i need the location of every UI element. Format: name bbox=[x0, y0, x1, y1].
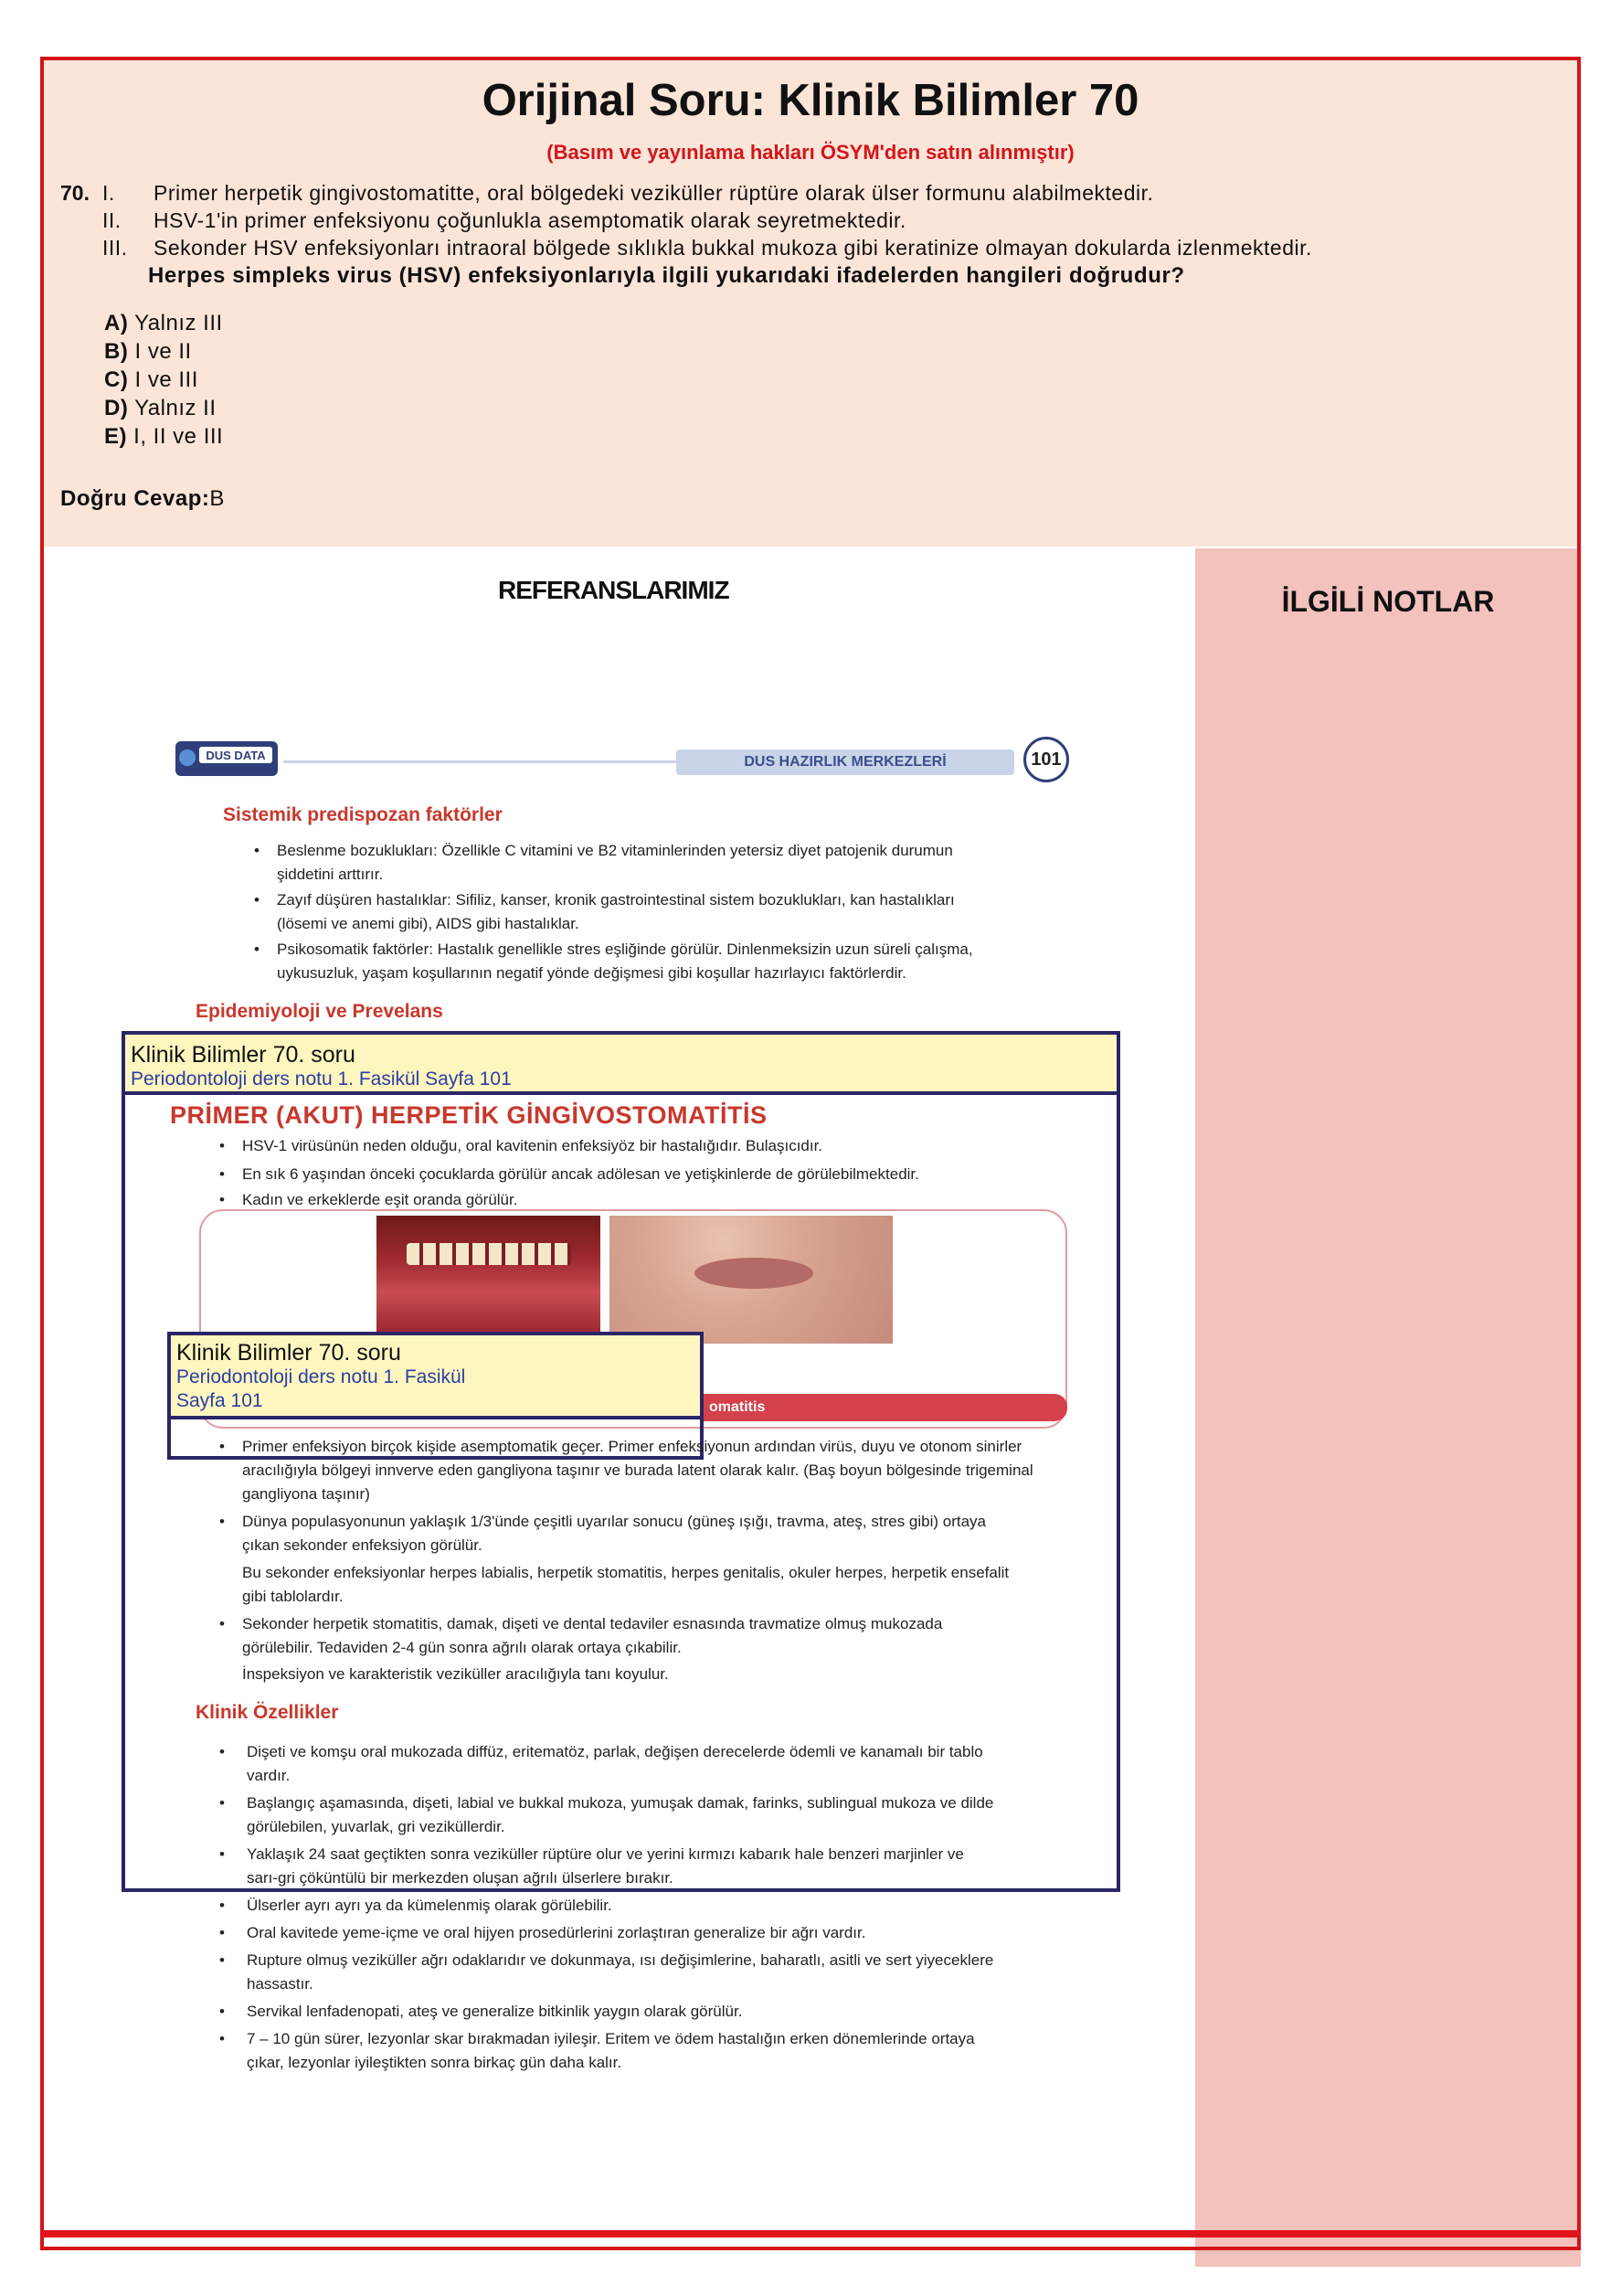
bottom-rule bbox=[40, 2230, 1196, 2238]
book-line: 7 – 10 gün sürer, lezyonlar skar bırakmadan iyileşir. Eritem ve ödem hastalığın erken dönemlerinde ortaya bbox=[247, 2030, 975, 2047]
book-line: En sık 6 yaşından önceki çocuklarda görülür ancak adölesan ve yetişkinlerde de görülebilmektedir. bbox=[242, 1165, 919, 1183]
bullet-icon: • bbox=[219, 1513, 225, 1530]
callout-subtitle: Periodontoloji ders notu 1. Fasikül Sayfa 101 bbox=[131, 1068, 512, 1090]
book-line: İnspeksiyon ve karakteristik veziküller aracılığıyla tanı koyulur. bbox=[242, 1665, 669, 1683]
statement-text-2: HSV-1'in primer enfeksiyonu çoğunlukla asemptomatik olarak seyretmektedir. bbox=[154, 208, 906, 232]
option-c: C) I ve III bbox=[104, 367, 198, 392]
statement-text-1: Primer herpetik gingivostomatitte, oral bölgedeki veziküller rüptüre olarak ülser formunu alabilmektedir. bbox=[154, 181, 1154, 205]
book-section-heading: Epidemiyoloji ve Prevelans bbox=[196, 1001, 443, 1022]
bullet-icon: • bbox=[254, 891, 260, 909]
bullet-icon: • bbox=[219, 1191, 225, 1208]
book-line: Beslenme bozuklukları: Özellikle C vitamini ve B2 vitaminlerinden yetersiz diyet patojenik durumun bbox=[277, 842, 953, 859]
book-line: Zayıf düşüren hastalıklar: Sifiliz, kanser, kronik gastrointestinal sistem bozuklukları, kan hastalıkları bbox=[277, 891, 955, 909]
photo-caption-pill: omatitis bbox=[704, 1394, 1067, 1421]
page-title: Orijinal Soru: Klinik Bilimler 70 bbox=[482, 76, 1139, 125]
book-line: Dünya populasyonunun yaklaşık 1/3'ünde çeşitli uyarılar sonucu (güneş ışığı, travma, ateş, stres gibi) ortaya bbox=[242, 1513, 987, 1530]
bottom-rule-notes bbox=[1195, 2230, 1581, 2238]
callout-title: Klinik Bilimler 70. soru bbox=[131, 1042, 355, 1068]
book-line: vardır. bbox=[247, 1767, 291, 1784]
book-section-heading: Klinik Özellikler bbox=[196, 1702, 339, 1723]
option-e: E) I, II ve III bbox=[104, 424, 224, 449]
bullet-icon: • bbox=[219, 1897, 225, 1914]
book-line: Ülserler ayrı ayrı ya da kümelenmiş olarak görülebilir. bbox=[247, 1897, 612, 1914]
book-section-heading: Sistemik predispozan faktörler bbox=[223, 804, 503, 825]
statement-roman-1: I. bbox=[102, 181, 115, 205]
book-line: Psikosomatik faktörler: Hastalık genellikle stres eşliğinde görülür. Dinlenmeksizin uzun süreli çalışma, bbox=[277, 941, 973, 958]
page-frame bbox=[40, 57, 1581, 2250]
correct-answer: Doğru Cevap:B bbox=[60, 486, 225, 511]
book-line: gangliyona taşınır) bbox=[242, 1485, 370, 1503]
book-line: gibi tablolardır. bbox=[242, 1588, 344, 1605]
book-line: Oral kavitede yeme-içme ve oral hijyen prosedürlerini zorlaştıran generalize bir ağrı vardır. bbox=[247, 1924, 866, 1941]
callout-subtitle: Sayfa 101 bbox=[176, 1390, 263, 1411]
bullet-icon: • bbox=[254, 842, 260, 859]
book-page-number: 101 bbox=[1023, 737, 1069, 782]
references-heading: REFERANSLARIMIZ bbox=[498, 576, 729, 604]
book-line: görülebilir. Tedaviden 2-4 gün sonra ağrılı olarak ortaya çıkabilir. bbox=[242, 1639, 682, 1656]
book-line: Sekonder herpetik stomatitis, damak, dişeti ve dental tedaviler esnasında travmatize olmuş mukozada bbox=[242, 1615, 943, 1632]
bullet-icon: • bbox=[219, 1951, 225, 1969]
rights-notice: (Basım ve yayınlama hakları ÖSYM'den satın alınmıştır) bbox=[546, 141, 1075, 164]
bullet-icon: • bbox=[219, 1845, 225, 1863]
book-line: görülebilen, yuvarlak, gri veziküllerdir. bbox=[247, 1818, 505, 1835]
option-d: D) Yalnız II bbox=[104, 396, 217, 420]
bullet-icon: • bbox=[219, 2030, 225, 2047]
book-line: Başlangıç aşamasında, dişeti, labial ve bukkal mukoza, yumuşak damak, farinks, sublingual mukoza ve dilde bbox=[247, 1794, 994, 1812]
book-line: HSV-1 virüsünün neden olduğu, oral kavitenin enfeksiyöz bir hastalığıdır. Bulaşıcıdır. bbox=[242, 1137, 823, 1154]
book-line: (lösemi ve anemi gibi), AIDS gibi hastalıklar. bbox=[277, 915, 579, 932]
answer-value: B bbox=[209, 486, 225, 511]
book-line: Yaklaşık 24 saat geçtikten sonra veziküller rüptüre olur ve yerini kırmızı kabarık hale benzeri marjinler ve bbox=[247, 1845, 964, 1863]
bullet-icon: • bbox=[219, 1794, 225, 1812]
bullet-icon: • bbox=[219, 1165, 225, 1183]
question-stem: Herpes simpleks virus (HSV) enfeksiyonlarıyla ilgili yukarıdaki ifadelerden hangileri doğrudur? bbox=[148, 263, 1185, 288]
book-line: Primer enfeksiyon birçok kişide asemptomatik geçer. Primer enfeksiyonun ardından virüs, duyu ve otonom sinirler bbox=[242, 1438, 1022, 1455]
book-section-heading: PRİMER (AKUT) HERPETİK GİNGİVOSTOMATİTİS bbox=[170, 1101, 768, 1129]
book-line: şiddetini arttırır. bbox=[277, 866, 384, 883]
question-number: 70. bbox=[60, 181, 90, 205]
notes-heading: İLGİLİ NOTLAR bbox=[1281, 585, 1495, 618]
bullet-icon: • bbox=[219, 2003, 225, 2020]
bullet-icon: • bbox=[219, 1438, 225, 1455]
option-a: A) Yalnız III bbox=[104, 311, 223, 335]
statement-roman-3: III. bbox=[102, 236, 128, 260]
book-line: uykusuzluk, yaşam koşullarının negatif yönde değişmesi gibi koşullar hazırlayıcı faktörlerdir. bbox=[277, 964, 906, 982]
callout-title: Klinik Bilimler 70. soru bbox=[176, 1340, 401, 1366]
book-line: sarı-gri çöküntülü bir merkezden oluşan ağrılı ülserlere bırakır. bbox=[247, 1869, 673, 1887]
bullet-icon: • bbox=[219, 1137, 225, 1154]
book-banner: DUS HAZIRLIK MERKEZLERİ bbox=[676, 749, 1014, 775]
bullet-icon: • bbox=[219, 1924, 225, 1941]
book-line: hassastır. bbox=[247, 1975, 313, 1993]
book-line: Servikal lenfadenopati, ateş ve generalize bitkinlik yaygın olarak görülür. bbox=[247, 2003, 743, 2020]
book-line: aracılığıyla bölgeyi innverve eden gangliyona taşınır ve burada latent olarak kalır. (Baş boyun bölgesinde trigeminal bbox=[242, 1462, 1033, 1479]
book-line: çıkar, lezyonlar iyileştikten sonra birkaç gün daha kalır. bbox=[247, 2054, 622, 2071]
book-line: Dişeti ve komşu oral mukozada diffüz, eritematöz, parlak, değişen derecelerde ödemli ve kanamalı bir tablo bbox=[247, 1743, 983, 1760]
bullet-icon: • bbox=[219, 1743, 225, 1760]
bullet-icon: • bbox=[254, 941, 260, 958]
book-line: Rupture olmuş veziküller ağrı odaklarıdır ve dokunmaya, ısı değişimlerine, baharatlı, asitli ve sert yiyeceklere bbox=[247, 1951, 994, 1969]
bullet-icon: • bbox=[219, 1615, 225, 1632]
book-line: Bu sekonder enfeksiyonlar herpes labialis, herpetik stomatitis, herpes genitalis, okuler herpes, herpetik ensefalit bbox=[242, 1564, 1010, 1581]
book-line: Kadın ve erkeklerde eşit oranda görülür. bbox=[242, 1191, 518, 1208]
option-b: B) I ve II bbox=[104, 339, 192, 364]
statement-roman-2: II. bbox=[102, 208, 122, 232]
callout-subtitle: Periodontoloji ders notu 1. Fasikül bbox=[176, 1366, 466, 1387]
statement-text-3: Sekonder HSV enfeksiyonları intraoral bölgede sıklıkla bukkal mukoza gibi keratinize olmayan dokularda izlenmektedir. bbox=[154, 236, 1312, 260]
svg-text:DUS DATA: DUS DATA bbox=[206, 749, 266, 762]
book-line: çıkan sekonder enfeksiyon görülür. bbox=[242, 1536, 482, 1554]
